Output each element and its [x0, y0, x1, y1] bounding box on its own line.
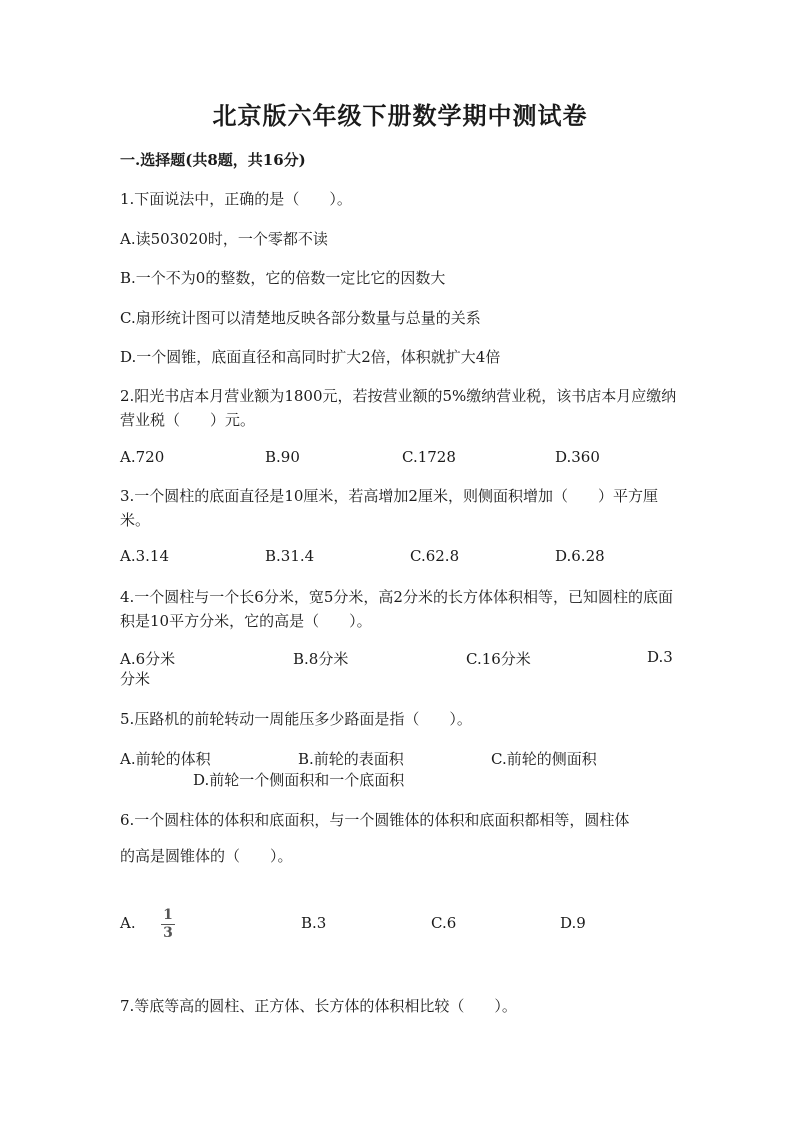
question-1-option-a[interactable]: A.读503020时，一个零都不读	[120, 230, 328, 248]
fraction-numerator: 1	[163, 907, 173, 923]
question-2-option-a[interactable]: A.720	[120, 448, 165, 466]
page-title: 北京版六年级下册数学期中测试卷	[212, 101, 588, 130]
fraction-denominator: 3	[163, 925, 173, 941]
question-4-option-d-unit: 分米	[120, 670, 151, 688]
question-6-stem-line-2: 的高是圆锥体的（ ）。	[120, 847, 293, 865]
question-5-option-d[interactable]: D.前轮一个侧面积和一个底面积	[193, 771, 405, 789]
question-4-option-b[interactable]: B.8分米	[293, 650, 349, 668]
fraction-one-third	[161, 908, 175, 941]
question-5-option-c[interactable]: C.前轮的侧面积	[491, 750, 597, 768]
question-1-option-d[interactable]: D.一个圆锥，底面直径和高同时扩大2倍，体积就扩大4倍	[120, 348, 501, 366]
question-5-option-a[interactable]: A.前轮的体积	[120, 750, 211, 768]
question-5-option-b[interactable]: B.前轮的表面积	[298, 750, 404, 768]
question-3-option-a[interactable]: A.3.14	[120, 547, 169, 565]
question-2-stem: 2.阳光书店本月营业额为1800元，若按营业额的5%缴纳营业税，该书店本月应缴纳营业税（ ）元。	[120, 387, 677, 429]
question-1-option-b[interactable]: B.一个不为0的整数，它的倍数一定比它的因数大	[120, 269, 446, 287]
question-2-option-b[interactable]: B.90	[265, 448, 300, 466]
question-4-option-d[interactable]: D.3	[647, 648, 673, 666]
question-2-option-d[interactable]: D.360	[555, 448, 600, 466]
question-6-option-c[interactable]: C.6	[431, 914, 457, 932]
question-2-option-c[interactable]: C.1728	[402, 448, 456, 466]
question-3-option-d[interactable]: D.6.28	[555, 547, 605, 565]
question-7-stem: 7.等底等高的圆柱、正方体、长方体的体积相比较（ ）。	[120, 997, 517, 1015]
question-6-option-b[interactable]: B.3	[301, 914, 327, 932]
question-4-option-a[interactable]: A.6分米	[120, 650, 176, 668]
section-heading: 一.选择题(共8题，共16分)	[120, 151, 306, 169]
question-4-stem: 4.一个圆柱与一个长6分米，宽5分米，高2分米的长方体体积相等，已知圆柱的底面积是10平方分米，它的高是（ ）。	[120, 588, 673, 630]
question-6-option-a[interactable]: A.	[120, 914, 136, 932]
question-1-option-c[interactable]: C.扇形统计图可以清楚地反映各部分数量与总量的关系	[120, 309, 481, 327]
question-4-option-c[interactable]: C.16分米	[466, 650, 531, 668]
question-3-option-c[interactable]: C.62.8	[410, 547, 460, 565]
question-5-stem: 5.压路机的前轮转动一周能压多少路面是指（ ）。	[120, 710, 472, 728]
question-6-option-d[interactable]: D.9	[560, 914, 586, 932]
question-3-option-b[interactable]: B.31.4	[265, 547, 315, 565]
question-3-stem: 3.一个圆柱的底面直径是10厘米，若高增加2厘米，则侧面积增加（ ）平方厘米。	[120, 487, 658, 529]
question-1-stem: 1.下面说法中，正确的是（ ）。	[120, 190, 352, 208]
question-6-stem-line-1: 6.一个圆柱体的体积和底面积，与一个圆锥体的体积和底面积都相等，圆柱体	[120, 811, 630, 829]
